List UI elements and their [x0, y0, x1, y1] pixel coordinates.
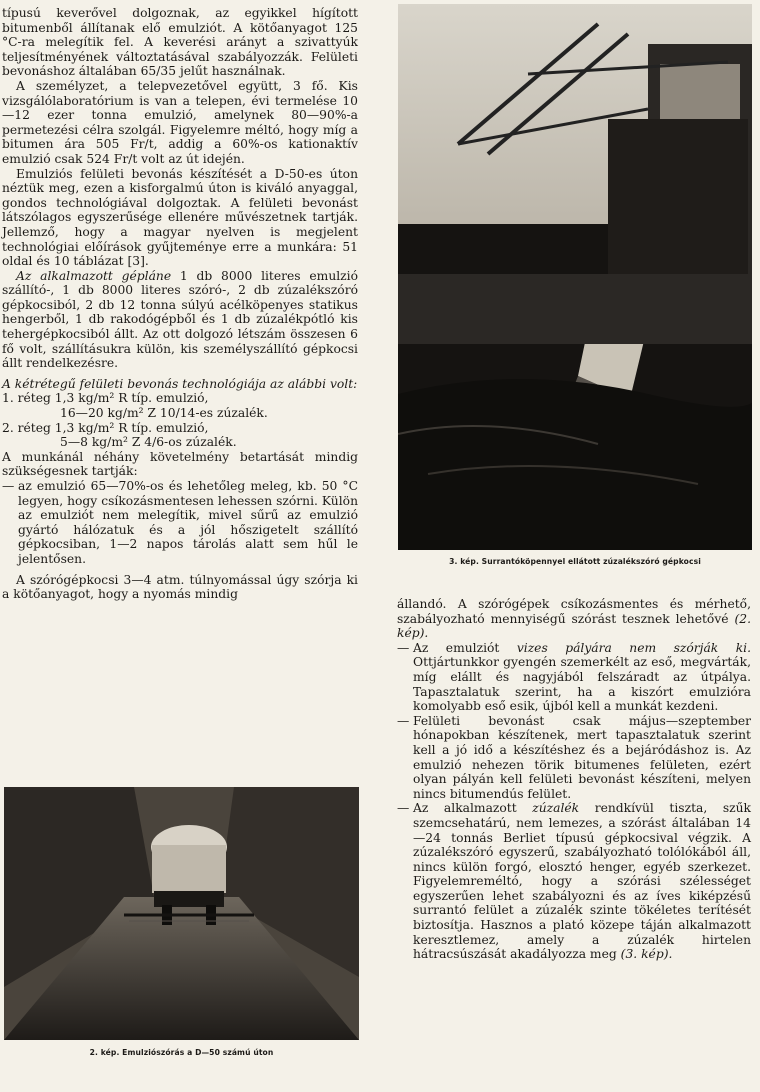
layer-line: 1. réteg 1,3 kg/m² R típ. emulzió, — [2, 391, 209, 406]
bullet-item: — Felületi bevonást csak május—szeptember hónapokban készítenek, mert tapasztalatuk szerint kell a jó idő a készítéshez és a bejáródáshoz is. Az emulzió nehezen törik bitumenes felületen, ezért olyan pályán kell felületi bevonást készíteni, melyen nincs bitumendús felület. — [397, 714, 751, 802]
italic-emphasis: vizes pályára nem szórják ki. — [516, 640, 751, 655]
layer-line: 5—8 kg/m² Z 4/6-os zúzalék. — [60, 435, 237, 450]
figure-reference: (2. kép). — [397, 611, 751, 641]
italic-lead: Az alkalmazott gépláne — [16, 268, 172, 283]
bullet-item — [397, 801, 751, 962]
figure-reference: (3. kép). — [620, 947, 673, 962]
technology-heading: A kétrétegű felületi bevonás technológiája az alábbi volt: — [2, 376, 358, 391]
italic-emphasis: zúzalék — [532, 801, 580, 816]
paragraph: típusú keverővel dolgoznak, az egyikkel hígított bitumenből állítanak elő emulziót. A kötőanyagot 125 °C-ra melegítik fel. A keverési arányt a szivattyúk teljesítményének változtatásával szabályozzák. Felületi bevonáshoz általában 65/35 jelűt használnak. — [2, 6, 358, 79]
bullet-text: Az emulziót — [413, 640, 517, 655]
dump-truck-photo — [398, 4, 752, 550]
paragraph-text: állandó. A szórógépek csíkozásmentes és mérhető, szabályozható mennyiségű szórást tesznek lehetővé — [397, 597, 751, 626]
left-column — [2, 6, 358, 602]
paragraph — [397, 597, 751, 641]
paragraph: Emulziós felületi bevonás készítését a D-50-es úton néztük meg, ezen a kisforgalmú úton is kiváló anyaggal, gondos technológiával dolgoztak. A felületi bevonást látszólagos egyszerűsége ellenére művészetnek tartják. Jellemző, hogy a magyar nyelven is megjelent technológiai előírások gyűjteménye erre a munkára: 51 oldal és 10 táblázat [3]. — [2, 166, 358, 269]
layer-line: 2. réteg 1,3 kg/m² R típ. emulzió, — [2, 420, 209, 435]
sprayer-truck-photo — [4, 787, 359, 1040]
requirement-item: — az emulzió 65—70%-os és lehetőleg meleg, kb. 50 °C legyen, hogy csíkozásmentesen lehessen szórni. Külön az emulziót nem melegítik, mivel sűrű az emulzió gyártó hálózatuk és a jól hőszigetelt szállító gépkocsiban, 1—2 napos tárolás alatt sem hűl le jelentősen. — [2, 479, 358, 567]
paragraph: A munkánál néhány követelmény betartását mindig szükségesnek tartják: — [2, 449, 358, 479]
paragraph: A szórógépkocsi 3—4 atm. túlnyomással úgy szórja ki a kötőanyagot, hogy a nyomás mindig — [2, 572, 358, 602]
bullet-text: Ottjártunkkor gyengén szemerkélt az eső, megvárták, míg elállt és nagyjából felszáradt az útpálya. Tapasztalatuk szerint, ha a kiszórt emulzióra komolyabb eső esik, újból kell a munkát kezdeni. — [413, 655, 751, 714]
figure-caption: 2. kép. Emulziószórás a D—50 számú úton — [89, 1048, 274, 1057]
layer-line: 16—20 kg/m² Z 10/14-es zúzalék. — [60, 406, 268, 421]
bullet-text: Az alkalmazott — [413, 801, 533, 816]
right-column — [397, 597, 751, 962]
paragraph: A személyzet, a telepvezetővel együtt, 3 fő. Kis vizsgálólaboratórium is van a telepen, évi termelése 10—12 ezer tonna emulzió, amelynek 80—90%-a permetezési célra szolgál. Figyelemre méltó, hogy míg a bitumen ára 505 Fr/t, addig a 60%-os kationaktív emulzió csak 524 Fr/t volt az út idején. — [2, 78, 358, 166]
bullet-text: rendkívül tiszta, szűk szemcsehatárú, nem lemezes, a szórást általában 14—24 tonnás Berliet típusú gépkocsival végzik. A zúzalékszóró egyszerű, szabályozható tolólókából áll, nincs külön forgó, elosztó henger, egyéb szerkezet. Figyelemreméltó, hogy a szórási szélességet egyszerűen lehet szabályozni és az íves kiképzésű surrantó felület a zúzalék szinte tökéletes terítését biztosítja. Hasznos a plató közepe táján alkalmazott keresztlemez, amely a zúzalék hirtelen hátracsúszását akadályozza meg — [413, 801, 751, 962]
figure-caption: 3. kép. Surrantóköpennyel ellátott zúzalékszóró gépkocsi — [449, 557, 701, 566]
bullet-item — [397, 641, 751, 714]
paragraph — [2, 269, 358, 371]
paragraph-text: 1 db 8000 literes emulzió szállító-, 1 db 8000 literes szóró-, 2 db zúzalékszóró gépkocsiból, 2 db 12 tonna súlyú acélköpenyes statikus hengerből, 1 db rakodógépből és 1 db zúzalékpótló kis tehergépkocsiból állt. Az ott dolgozó létszám összesen 6 fő volt, szállításukra külön, kis személyszállító gépkocsi állt rendelkezésre. — [2, 268, 358, 371]
